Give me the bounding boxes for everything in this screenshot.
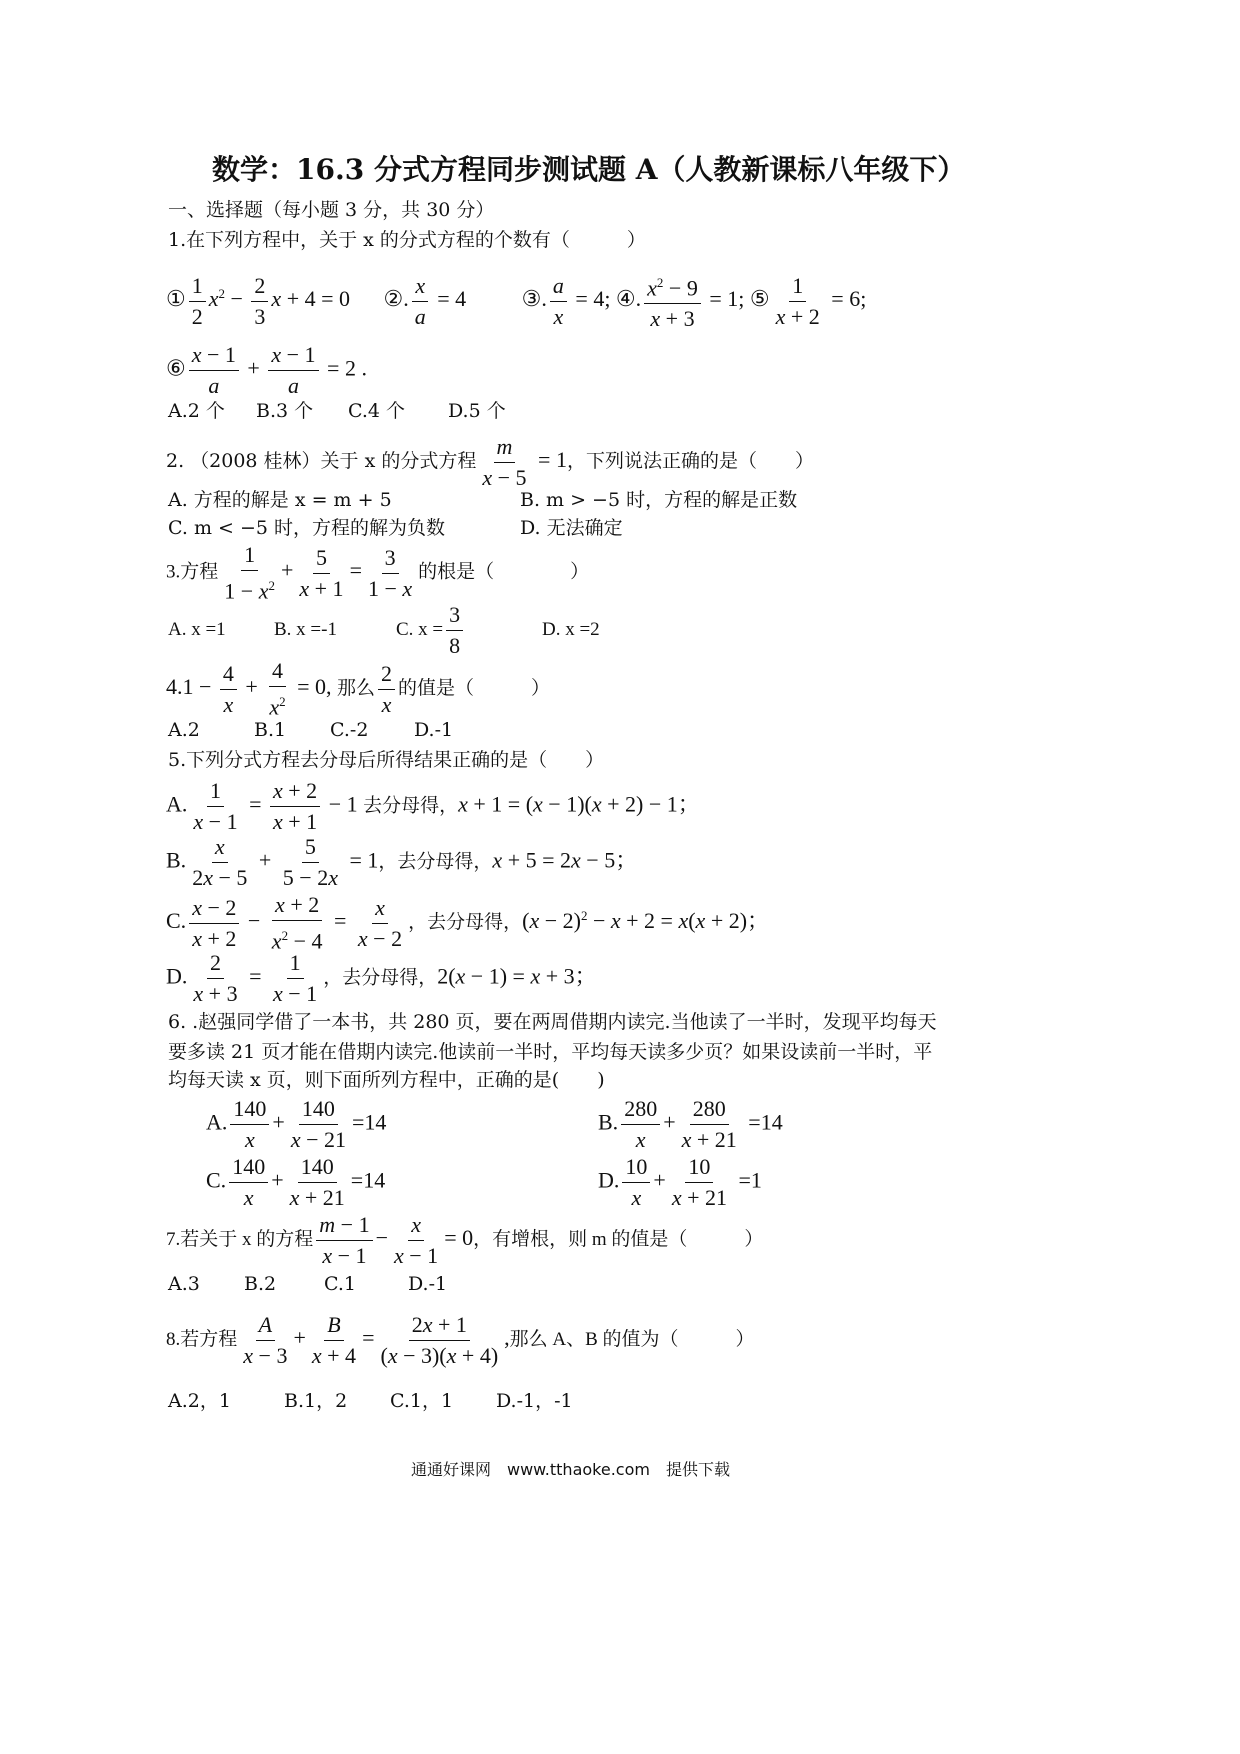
- question-7-stem: 7.若关于 x 的方程 $\frac{m - 1}{x - 1}$ − $\frac{x}{x - 1}$ = 0，有增根，则 m 的值是（ ）: [166, 1212, 764, 1268]
- q6-option-a[interactable]: A. $\frac{140}{x}$ + $\frac{140}{x - 21}$ =14: [206, 1096, 387, 1152]
- q1-option-d[interactable]: D.5 个: [448, 400, 506, 422]
- question-7-options: [168, 1272, 447, 1296]
- q6-option-c[interactable]: C. $\frac{140}{x}$ + $\frac{140}{x + 21}$ =14: [206, 1154, 386, 1210]
- q6-option-b[interactable]: B. $\frac{280}{x}$ + $\frac{280}{x + 21}$ =14: [598, 1096, 783, 1152]
- question-1-equations-row1: ① $\frac{1}{2}$ $x^2$ − $\frac{2}{3}$ x + 4 = 0 ②. $\frac{x}{a}$ = 4 ③. $\frac{a}{x}$ = 4; ④. $\frac{x^2 - 9}{x + 3}$ = 1; ⑤ $\frac{1}{x + 2}$ = 6;: [166, 268, 866, 334]
- q3-option-d[interactable]: D. x =2: [542, 618, 600, 640]
- question-1-equations-row2: ⑥ $\frac{x - 1}{a}$ + $\frac{x - 1}{a}$ = 2 .: [166, 342, 367, 398]
- q2-option-d[interactable]: D. 无法确定: [520, 517, 623, 539]
- q7-option-b[interactable]: B.2: [244, 1273, 277, 1295]
- question-3-stem: 3.方程 $\frac{1}{1 - x^2}$ + $\frac{5}{x + 1}$ = $\frac{3}{1 - x}$ 的根是（ ）: [166, 542, 590, 604]
- q4-stem-mid: 那么: [337, 678, 376, 700]
- question-8-stem: 8.若方程 $\frac{A}{x - 3}$ + $\frac{B}{x + 4}$ = $\frac{2x + 1}{(x - 3)(x + 4)}$ ,那么 A、B 的值为（ ）: [166, 1312, 755, 1368]
- page-title: 数学：16.3 分式方程同步测试题 A（人教新课标八年级下）: [212, 153, 966, 186]
- q3-option-c-label: C. x =: [396, 618, 444, 640]
- q3-option-c[interactable]: C. x = $\frac{3}{8}$: [396, 600, 542, 661]
- q4-option-d[interactable]: D.-1: [414, 719, 454, 741]
- q4-option-a[interactable]: A.2: [168, 719, 200, 741]
- question-4-options: [168, 718, 453, 742]
- q3-stem-suffix: 的根是（ ）: [418, 561, 590, 583]
- q8-stem-suffix: 那么 A、B 的值为（ ）: [509, 1328, 755, 1350]
- q3-option-a[interactable]: A. x =1: [168, 618, 226, 640]
- q3-stem-prefix: 3.方程: [166, 561, 219, 583]
- q7-option-a[interactable]: A.3: [168, 1273, 200, 1295]
- q7-option-d[interactable]: D.-1: [408, 1273, 448, 1295]
- question-8-options: [168, 1389, 573, 1413]
- question-4-stem: 4.1 − $\frac{4}{x}$ + $\frac{4}{x^2}$ = 0, 那么 $\frac{2}{x}$ 的值是（ ）: [166, 658, 551, 720]
- question-6-line-3: 均每天读 x 页，则下面所列方程中，正确的是( ): [168, 1069, 605, 1091]
- question-2-stem: 2. （2008 桂林）关于 x 的分式方程 $\frac{m}{x - 5}$ = 1，下列说法正确的是（ ）: [166, 434, 814, 490]
- q2-option-a[interactable]: A. 方程的解是 x = m + 5: [168, 489, 392, 511]
- q2-option-c[interactable]: C. m < −5 时，方程的解为负数: [168, 517, 446, 539]
- q5-option-a[interactable]: A. $\frac{1}{x - 1}$ = $\frac{x + 2}{x + 1}$ − 1 去分母得，x + 1 = (x − 1)(x + 2) − 1；: [166, 778, 700, 834]
- page-footer: 通通好课网 www.tthaoke.com 提供下载: [411, 1460, 730, 1479]
- question-5-stem: 5.下列分式方程去分母后所得结果正确的是（ ）: [168, 749, 605, 771]
- q3-option-b[interactable]: B. x =-1: [274, 618, 337, 640]
- q5-d-text: ，去分母得，: [323, 967, 438, 989]
- question-6-line-1: 6. .赵强同学借了一本书，共 280 页，要在两周借期内读完.当他读了一半时，发现平均每天: [168, 1011, 937, 1033]
- q4-stem-suffix: 的值是（ ）: [398, 678, 551, 700]
- question-1-options: [168, 399, 506, 423]
- question-6-line-2: 要多读 21 页才能在借期内读完.他读前一半时，平均每天读多少页？如果设读前一半时，平: [168, 1041, 933, 1063]
- q8-option-c[interactable]: C.1，1: [390, 1390, 454, 1412]
- q2-option-b[interactable]: B. m > −5 时，方程的解是正数: [520, 489, 798, 511]
- q6-option-d[interactable]: D. $\frac{10}{x}$ + $\frac{10}{x + 21}$ =1: [598, 1154, 762, 1210]
- q4-option-b[interactable]: B.1: [254, 719, 287, 741]
- question-1-stem: 1.在下列方程中，关于 x 的分式方程的个数有（ ）: [168, 229, 646, 251]
- q7-stem-prefix: 7.若关于 x 的方程: [166, 1228, 314, 1250]
- q5-option-c[interactable]: C. $\frac{x - 2}{x + 2}$ − $\frac{x + 2}{x^2 - 4}$ = $\frac{x}{x - 2}$ ，去分母得，$(x - 2)^2 - x + 2 = x(x + 2)$；: [166, 892, 770, 954]
- q1-option-a[interactable]: A.2 个: [168, 400, 225, 422]
- q5-option-b[interactable]: B. $\frac{x}{2x - 5}$ + $\frac{5}{5 - 2x}$ = 1，去分母得，x + 5 = 2x − 5；: [166, 834, 638, 890]
- question-3-options: [168, 600, 600, 661]
- q8-stem-prefix: 8.若方程: [166, 1328, 238, 1350]
- q2-stem-suffix: ，下列说法正确的是（ ）: [566, 449, 814, 472]
- q1-option-b[interactable]: B.3 个: [256, 400, 314, 422]
- q5-c-text: ，去分母得，: [408, 912, 523, 934]
- q8-option-a[interactable]: A.2，1: [168, 1390, 231, 1412]
- section-heading: 一、选择题（每小题 3 分，共 30 分）: [168, 199, 495, 221]
- q2-stem-prefix: 2. （2008 桂林）关于 x 的分式方程: [166, 449, 477, 472]
- q5-b-text: ，去分母得，: [378, 851, 493, 873]
- q7-stem-suffix: ，有增根，则 m 的值是（ ）: [473, 1228, 764, 1250]
- q4-option-c[interactable]: C.-2: [330, 719, 369, 741]
- q5-option-d[interactable]: D. $\frac{2}{x + 3}$ = $\frac{1}{x - 1}$ ，去分母得，2(x − 1) = x + 3；: [166, 950, 597, 1006]
- q5-a-text: 去分母得，: [363, 795, 459, 817]
- q7-option-c[interactable]: C.1: [324, 1273, 356, 1295]
- q8-option-b[interactable]: B.1，2: [284, 1390, 348, 1412]
- q1-option-c[interactable]: C.4 个: [348, 400, 406, 422]
- q8-option-d[interactable]: D.-1，-1: [496, 1390, 573, 1412]
